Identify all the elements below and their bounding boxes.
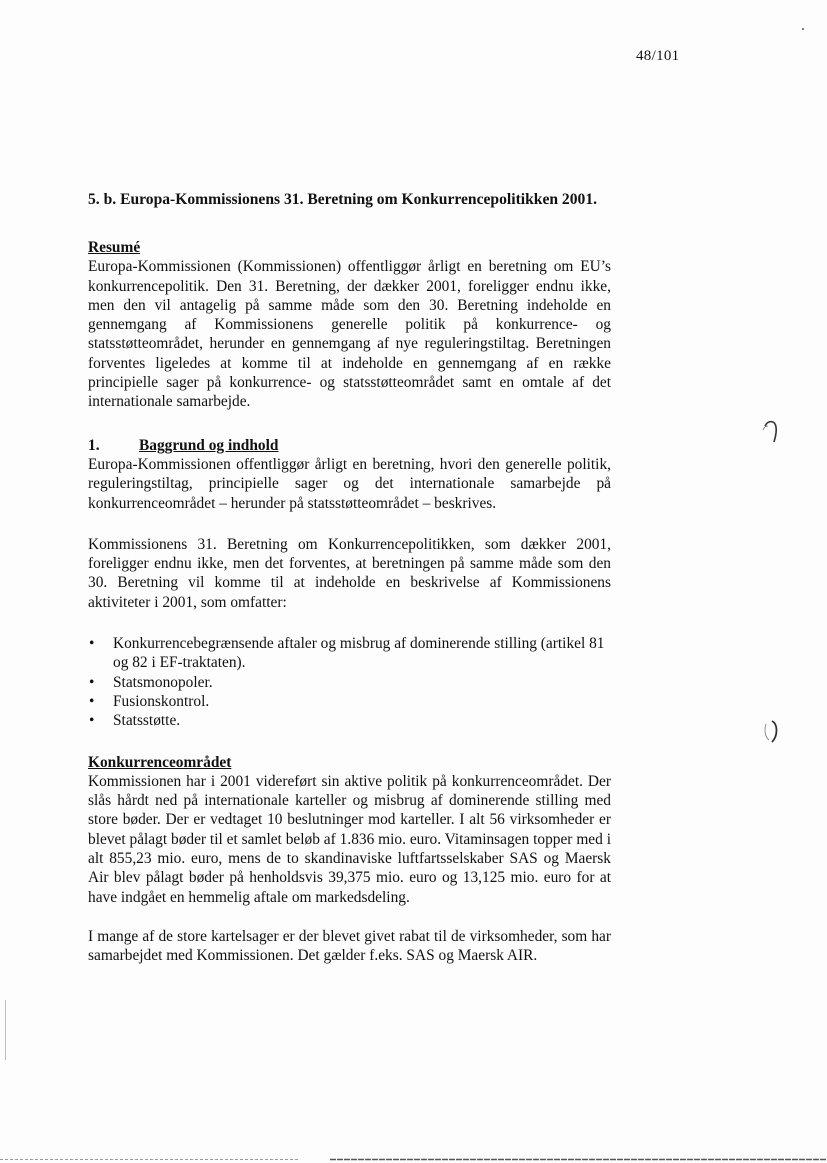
document-body <box>88 190 611 966</box>
spacer <box>88 612 611 634</box>
list-item-text: Konkurrencebegrænsende aftaler og misbrug af dominerende stilling (artikel 81 og 82 i EF-traktaten). <box>113 635 605 672</box>
konkurrence-heading: Konkurrenceområdet <box>88 753 232 771</box>
spacer <box>88 513 611 535</box>
resume-text: Europa-Kommissionen (Kommissionen) offentliggør årligt en beretning om EU’s konkurrencepolitik. Den 31. Beretning, der dækker 2001, foreligger endnu ikke, men den vil antagelig på samme måde som den 30. Beretning indeholde en gennemgang af Kommissionens generelle politik på konkurrence- og statsstøtteområdet, herunder en gennemgang af nye reguleringstiltag. Beretningen forventes ligeledes at komme til at indeholde en gennemgang af en række principielle sager på konkurrence- og statsstøtteområdet samt en omtale af det internationale samarbejde. <box>88 258 611 411</box>
section-1-heading <box>88 436 611 455</box>
list-item-text: Statsstøtte. <box>113 712 181 730</box>
bullet-icon: • <box>89 635 95 653</box>
spacer <box>88 731 611 753</box>
binder-hole-mark-icon <box>762 718 780 744</box>
bullet-icon: • <box>89 692 95 710</box>
bullet-icon: • <box>89 673 95 691</box>
konkurrence-paragraph-1: Kommissionen har i 2001 videreført sin aktive politik på konkurrenceområdet. Der slås hårdt ned på internationale karteller og misbrug af dominerende stilling med store bøder. Der er vedtaget 10 beslutninger mod karteller. I alt 56 virksomheder er blevet pålagt bøder til et samlet beløb af 1.836 mio. euro. Vitaminsagen topper med i alt 855,23 mio. euro, mens de to skandinaviske luftfartsselskaber SAS og Maersk Air blev pålagt bøder på henholdsvis 39,375 mio. euro og 13,125 mio. euro for at have indgået en hemmelig aftale om markedsdeling. <box>88 772 611 906</box>
list-item <box>88 692 611 711</box>
konkurrence-paragraph-2: I mange af de store kartelsager er der blevet givet rabat til de virksomheder, som har samarbejdet med Kommissionen. Det gælder f.eks. SAS og Maersk AIR. <box>88 927 611 965</box>
list-item <box>88 634 611 673</box>
activity-list <box>88 634 611 730</box>
list-item <box>88 673 611 692</box>
section-1-paragraph-2: Kommissionens 31. Beretning om Konkurrencepolitikken, som dækker 2001, foreligger endnu ikke, men det forventes, at beretningen på samme måde som den 30. Beretning vil komme til at indeholde en beskrivelse af Kommissionens aktiviteter i 2001, som omfatter: <box>88 535 611 611</box>
list-item-text: Statsmonopoler. <box>113 673 213 691</box>
spacer <box>88 412 611 436</box>
section-1-paragraph-1: Europa-Kommissionen offentliggør årligt en beretning, hvori den generelle politik, reguleringstiltag, principielle sager og det internationale samarbejde på konkurrenceområdet – herunder på statsstøtteområdet – beskrives. <box>88 455 611 512</box>
scan-bottom-edge <box>0 1158 827 1161</box>
scan-edge-line <box>5 1000 6 1060</box>
section-title: Baggrund og indhold <box>139 436 279 454</box>
list-item <box>88 711 611 730</box>
list-item-text: Fusionskontrol. <box>113 692 210 710</box>
spacer <box>88 907 611 927</box>
resume-heading: Resumé <box>88 239 141 256</box>
section-number: 1. <box>88 436 100 454</box>
scan-speck <box>802 28 804 30</box>
binder-hole-mark-icon <box>762 418 780 444</box>
document-title: 5. b. Europa-Kommissionens 31. Beretning om Konkurrencepolitikken 2001. <box>88 191 598 208</box>
page-number: 48/101 <box>636 48 680 64</box>
bullet-icon: • <box>89 712 95 730</box>
